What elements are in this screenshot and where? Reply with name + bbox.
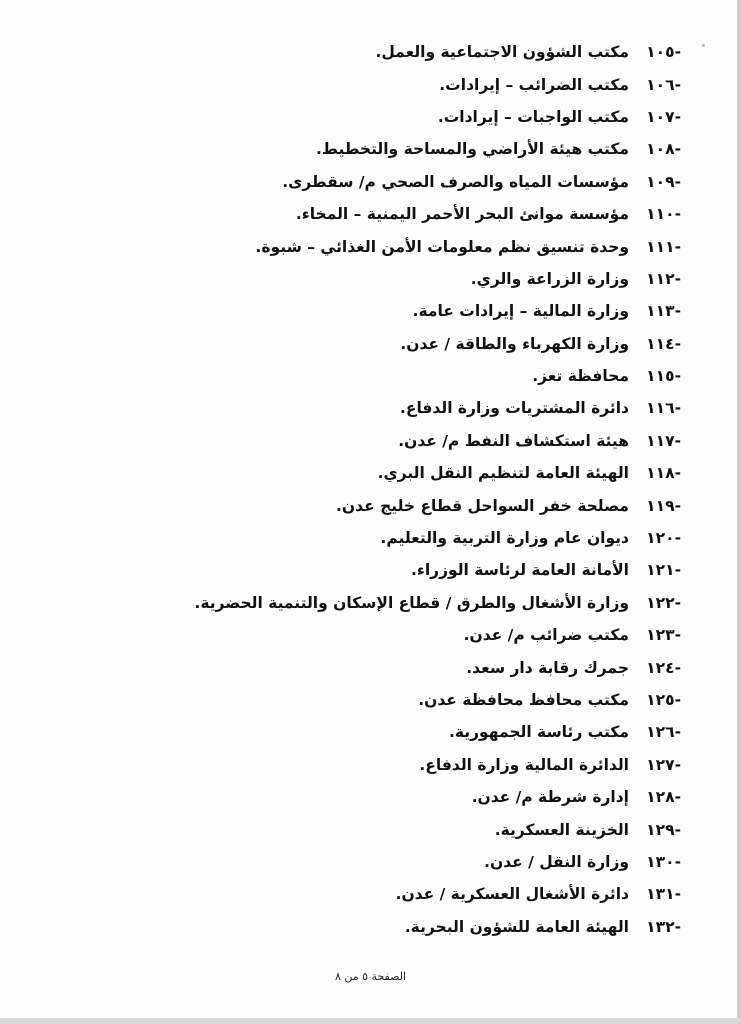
list-item	[181, 457, 681, 489]
item-number: -١٣٠	[646, 852, 681, 871]
list-item	[181, 684, 681, 716]
item-text: الهيئة العامة لتنظيم النقل البري.	[377, 464, 629, 483]
item-number: -١٠٩	[646, 172, 681, 191]
list-item	[181, 489, 681, 521]
item-number: -١١٣	[646, 302, 681, 321]
item-number: -١٠٨	[646, 140, 681, 159]
item-text: جمرك رقابة دار سعد.	[466, 658, 629, 677]
list-item	[181, 36, 681, 68]
list-item	[181, 878, 681, 910]
item-text: وزارة النقل / عدن.	[484, 852, 629, 871]
item-number: -١١٦	[646, 399, 681, 418]
list-item	[181, 360, 681, 392]
item-text: محافظة تعز.	[532, 367, 629, 386]
item-number: -١٢٢	[646, 593, 681, 612]
item-number: -١٢٨	[646, 788, 681, 807]
item-text: الأمانة العامة لرئاسة الوزراء.	[411, 561, 629, 580]
item-number: -١٣١	[646, 885, 681, 904]
list-item	[181, 554, 681, 586]
page-footer: الصفحة ٥ من ٨	[334, 970, 407, 983]
item-number: -١١٨	[646, 464, 681, 483]
list-item	[181, 101, 681, 133]
item-number: -١٢٣	[646, 626, 681, 645]
list-item	[181, 425, 681, 457]
item-text: الهيئة العامة للشؤون البحرية.	[404, 917, 629, 936]
scan-speck	[702, 44, 705, 47]
scan-edge-bottom	[0, 1018, 741, 1024]
item-text: مؤسسات المياه والصرف الصحي م/ سقطرى.	[282, 172, 629, 191]
item-text: دائرة المشتريات وزارة الدفاع.	[399, 399, 629, 418]
numbered-list	[181, 36, 681, 943]
list-item	[181, 911, 681, 943]
item-text: مكتب رئاسة الجمهورية.	[448, 723, 629, 742]
item-text: مكتب الواجبات – إيرادات.	[437, 107, 629, 126]
item-number: -١١١	[646, 237, 681, 256]
item-number: -١١٢	[646, 269, 681, 288]
scan-edge-right	[737, 0, 741, 1024]
item-text: مكتب ضرائب م/ عدن.	[463, 626, 629, 645]
item-text: مكتب هيئة الأراضي والمساحة والتخطيط.	[316, 140, 629, 159]
list-item	[181, 522, 681, 554]
item-number: -١٠٧	[646, 107, 681, 126]
item-text: الدائرة المالية وزارة الدفاع.	[419, 755, 629, 774]
list-item	[181, 846, 681, 878]
item-text: الخزينة العسكرية.	[494, 820, 629, 839]
list-item	[181, 295, 681, 327]
list-item	[181, 166, 681, 198]
item-number: -١٠٦	[646, 75, 681, 94]
item-text: إدارة شرطة م/ عدن.	[471, 788, 629, 807]
item-number: -١١٤	[646, 334, 681, 353]
list-item	[181, 619, 681, 651]
list-item	[181, 263, 681, 295]
item-number: -١١٥	[646, 367, 681, 386]
item-text: وزارة المالية – إيرادات عامة.	[412, 302, 629, 321]
item-number: -١٣٢	[646, 917, 681, 936]
item-number: -١٢٥	[646, 691, 681, 709]
item-text: هيئة استكشاف النفط م/ عدن.	[398, 431, 629, 450]
item-text: وزارة الأشغال والطرق / قطاع الإسكان والتنمية الحضرية.	[194, 593, 629, 612]
item-text: مكتب محافظ محافظة عدن.	[418, 691, 629, 709]
item-text: وزارة الزراعة والري.	[470, 269, 629, 288]
item-text: وزارة الكهرباء والطاقة / عدن.	[400, 334, 629, 353]
list-item	[181, 651, 681, 683]
item-text: مكتب الضرائب – إيرادات.	[439, 75, 629, 94]
list-item	[181, 587, 681, 619]
item-number: -١١٩	[646, 496, 681, 515]
item-text: دائرة الأشغال العسكرية / عدن.	[395, 885, 629, 904]
item-number: -١٠٥	[646, 43, 681, 62]
item-number: -١٢٦	[646, 723, 681, 742]
list-item	[181, 68, 681, 100]
list-item	[181, 328, 681, 360]
list-item	[181, 198, 681, 230]
list-item	[181, 716, 681, 748]
item-number: -١١٧	[646, 431, 681, 450]
item-text: وحدة تنسيق نظم معلومات الأمن الغذائي – شبوة.	[255, 237, 629, 256]
item-number: -١٢٩	[646, 820, 681, 839]
item-text: مؤسسة موانئ البحر الأحمر اليمنية – المخاء.	[295, 205, 629, 224]
item-number: -١٢٧	[646, 755, 681, 774]
item-text: مصلحة خفر السواحل قطاع خليج عدن.	[336, 496, 629, 515]
list-item	[181, 749, 681, 781]
item-number: -١٢٠	[646, 529, 681, 548]
item-text: ديوان عام وزارة التربية والتعليم.	[380, 529, 629, 548]
list-item	[181, 133, 681, 165]
item-number: -١٢١	[646, 561, 681, 580]
list-item	[181, 813, 681, 845]
list-item	[181, 230, 681, 262]
item-number: -١٢٤	[646, 658, 681, 677]
item-text: مكتب الشؤون الاجتماعية والعمل.	[375, 43, 629, 62]
list-item	[181, 781, 681, 813]
item-number: -١١٠	[646, 205, 681, 224]
list-item	[181, 392, 681, 424]
